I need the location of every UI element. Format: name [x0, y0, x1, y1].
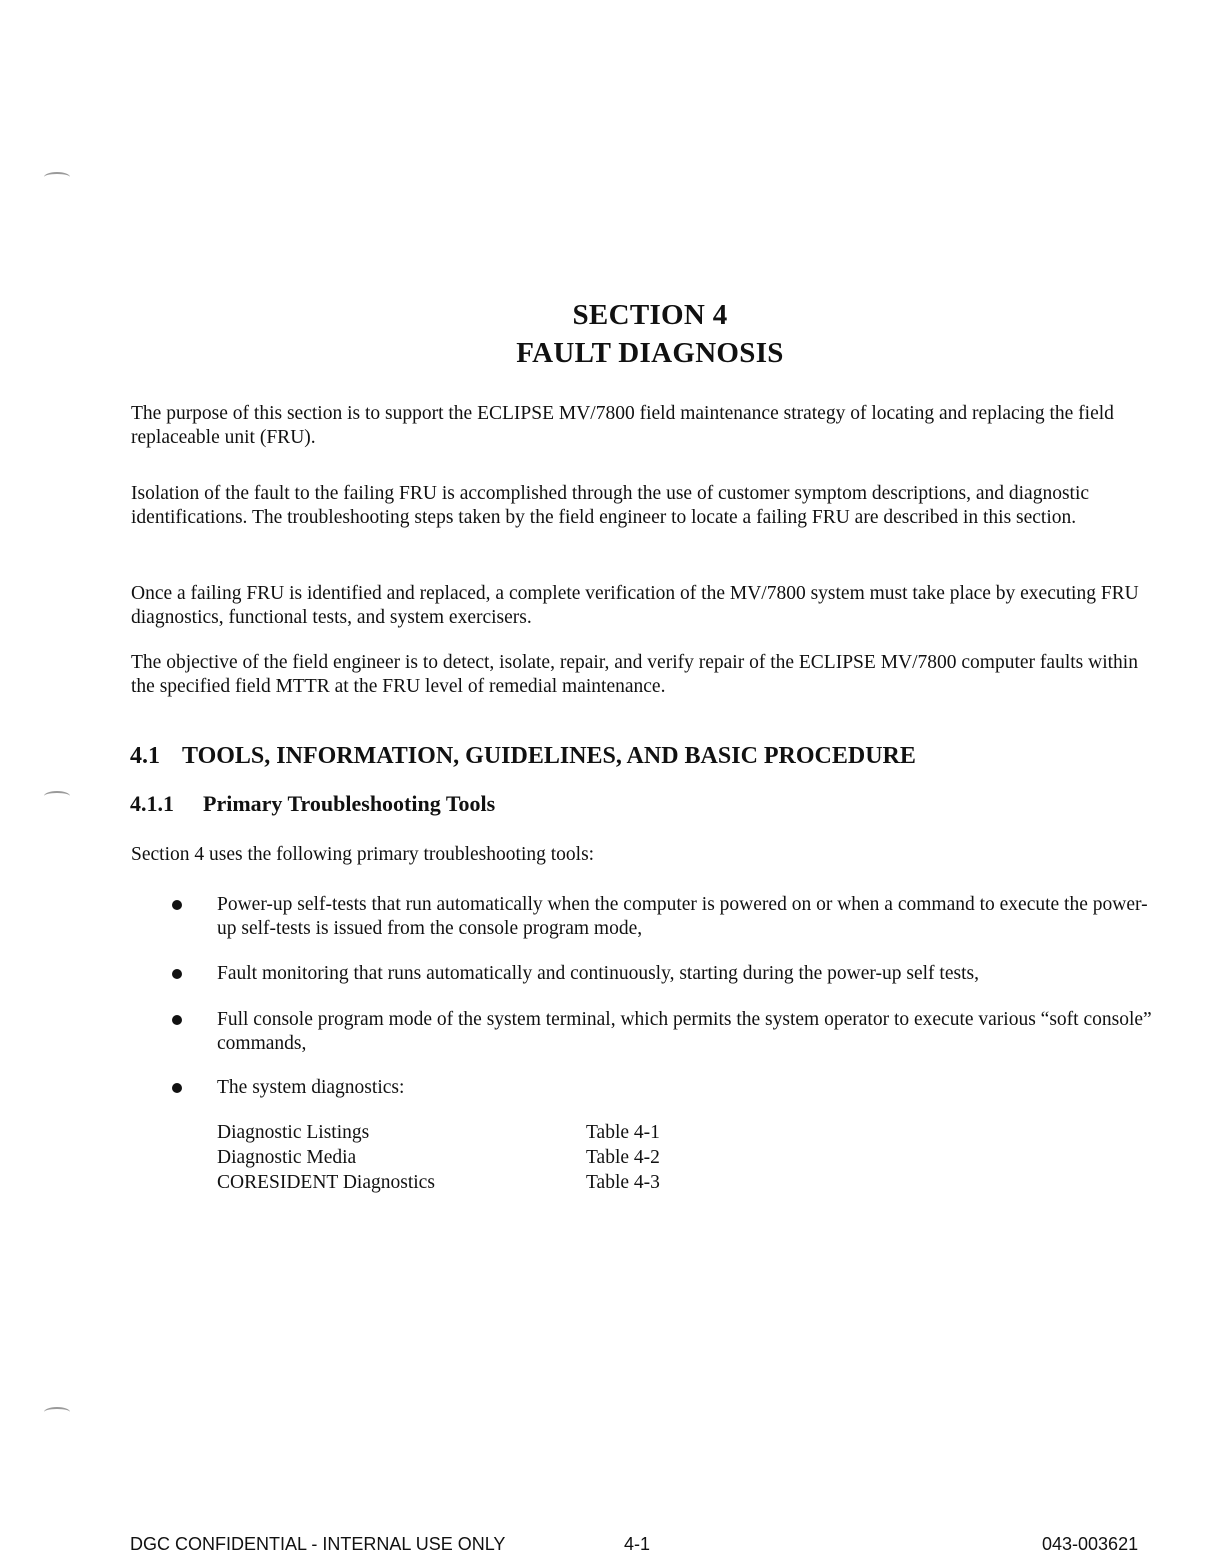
- heading-number: 4.1.1: [130, 791, 174, 816]
- list-item: [172, 1076, 1162, 1100]
- diagnostic-table-ref: Table 4-1: [586, 1122, 660, 1143]
- diagnostic-name: Diagnostic Listings: [217, 1122, 370, 1143]
- diagnostic-table-ref: Table 4-2: [586, 1147, 660, 1168]
- section-title: FAULT DIAGNOSIS: [516, 337, 784, 369]
- diagnostics-row: [217, 1145, 660, 1170]
- intro-paragraph: Once a failing FRU is identified and replaced, a complete verification of the MV/7800 system must take place by executing FRU diagnostics, functional tests, and system exercisers.: [131, 583, 1139, 628]
- footer-page-number: 4-1: [624, 1534, 651, 1554]
- intro-paragraph: The objective of the field engineer is to detect, isolate, repair, and verify repair of the ECLIPSE MV/7800 computer faults within the specified field MTTR at the FRU level of remedial maintenance.: [131, 652, 1138, 697]
- list-item-text: Fault monitoring that runs automatically and continuously, starting during the power-up self tests,: [217, 963, 979, 984]
- binding-hole-mark-bottom: [44, 1407, 70, 1417]
- intro-paragraph: Isolation of the fault to the failing FRU is accomplished through the use of customer symptom descriptions, and diagnostic identifications. The troubleshooting steps taken by the field engineer to locate a failing FRU are described in this section.: [131, 483, 1090, 528]
- list-item-text: Power-up self-tests that run automatically when the computer is powered on or when a command to execute the power-up self-tests is issued from the console program mode,: [217, 894, 1148, 939]
- section-heading: [0, 296, 1210, 372]
- bullet-icon: [172, 1015, 182, 1025]
- bullet-icon: [172, 1083, 182, 1093]
- diagnostic-name: Diagnostic Media: [217, 1147, 357, 1168]
- heading-number: 4.1: [130, 743, 160, 769]
- binding-hole-mark-top: [44, 172, 70, 182]
- list-item: [172, 893, 1162, 941]
- list-item: [172, 1008, 1162, 1056]
- bullet-icon: [172, 900, 182, 910]
- diagnostics-row: [217, 1170, 660, 1195]
- diagnostic-name: CORESIDENT Diagnostics: [217, 1172, 435, 1193]
- list-item: [172, 962, 1162, 986]
- footer-document-number: 043-003621: [1042, 1534, 1139, 1554]
- bullet-icon: [172, 969, 182, 979]
- diagnostics-row: [217, 1120, 660, 1145]
- heading-text: Primary Troubleshooting Tools: [203, 791, 496, 816]
- section-number: SECTION 4: [572, 299, 728, 331]
- binding-hole-mark-middle: [44, 791, 70, 801]
- heading-4-1: [130, 743, 916, 770]
- footer-confidential: DGC CONFIDENTIAL - INTERNAL USE ONLY: [130, 1534, 506, 1554]
- heading-4-1-1: [130, 791, 495, 817]
- list-item-text: Full console program mode of the system terminal, which permits the system operator to execute various “soft console” commands,: [217, 1009, 1152, 1054]
- diagnostic-table-ref: Table 4-3: [586, 1172, 660, 1193]
- list-item-text: The system diagnostics:: [217, 1077, 405, 1098]
- intro-paragraph: The purpose of this section is to support the ECLIPSE MV/7800 field maintenance strategy of locating and replacing the field replaceable unit (FRU).: [131, 403, 1114, 448]
- heading-text: TOOLS, INFORMATION, GUIDELINES, AND BASIC PROCEDURE: [182, 743, 916, 769]
- tools-intro: Section 4 uses the following primary troubleshooting tools:: [131, 844, 595, 865]
